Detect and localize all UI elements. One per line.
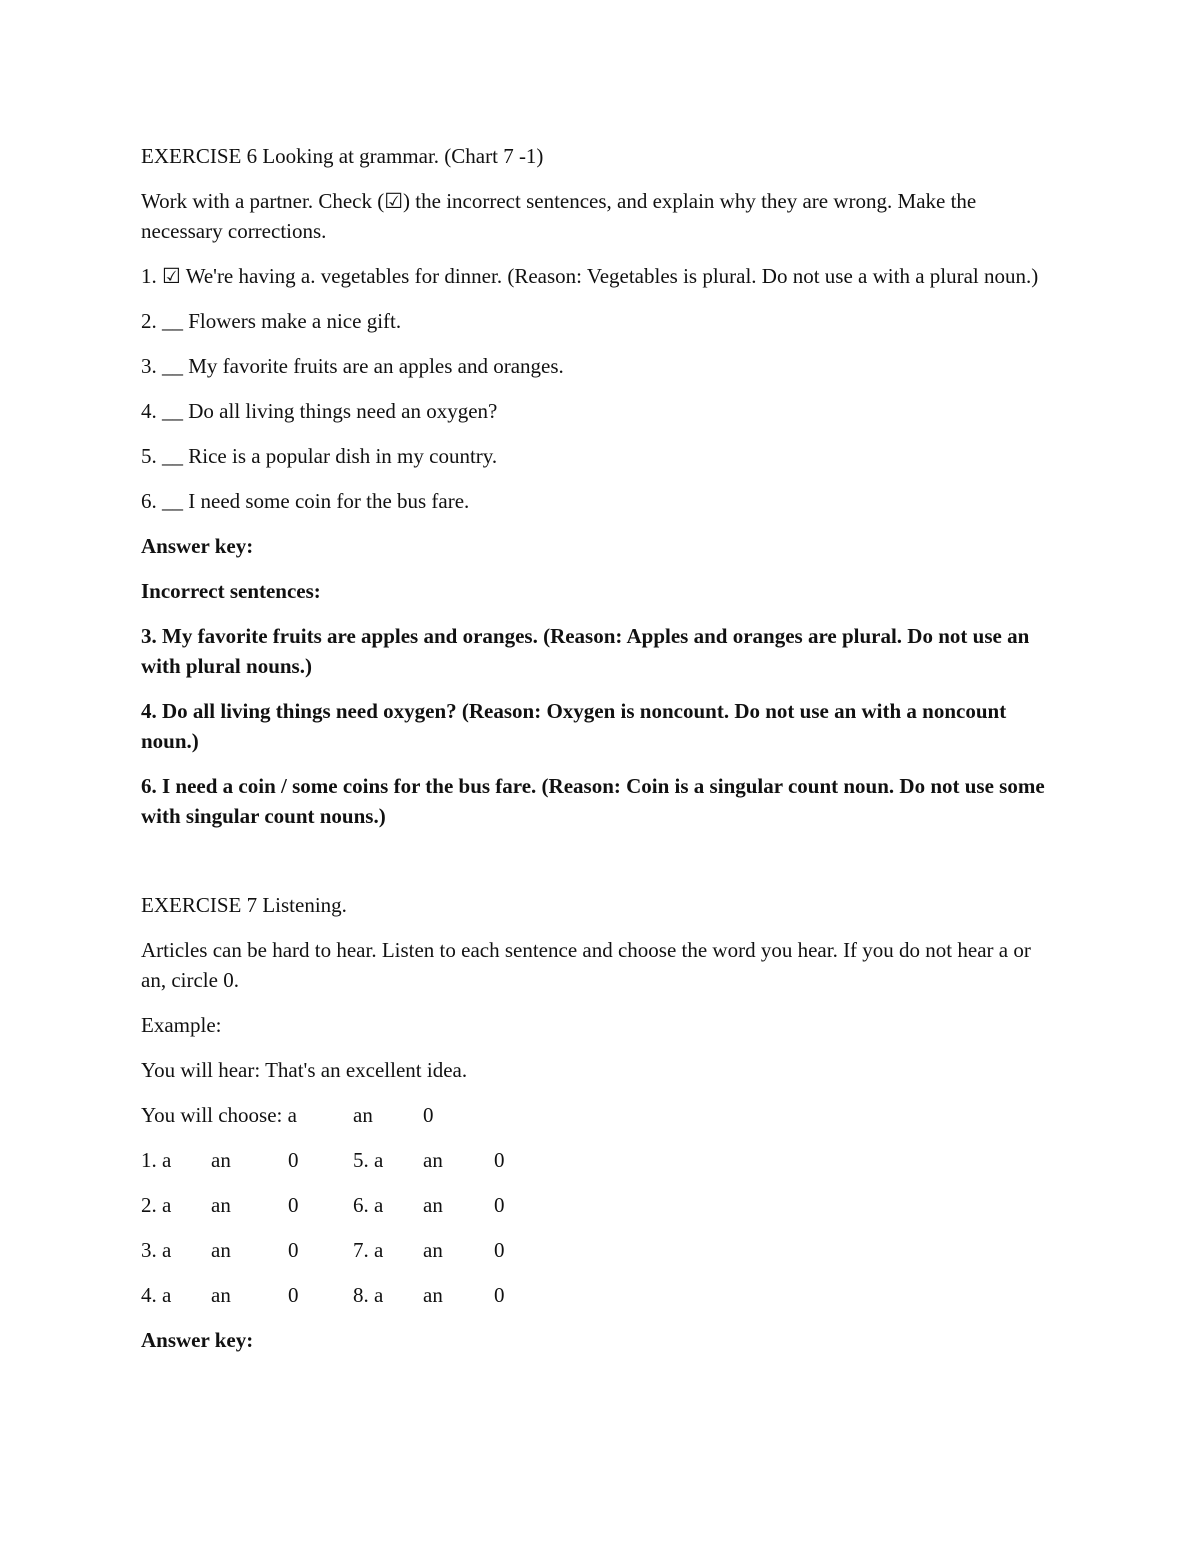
exercise-6-instructions: Work with a partner. Check (☑) the incorrect sentences, and explain why they are wrong. Make the necessary corrections. [141,189,977,243]
choice-an: an [423,1238,443,1262]
choice-item-number: 8. a [353,1283,384,1307]
choice-zero: 0 [288,1238,299,1262]
choice-an: an [211,1193,231,1217]
exercise-6-item-1: 1. ☑ We're having a. vegetables for dinner. (Reason: Vegetables is plural. Do not use a with a plural noun.) [141,264,1039,288]
example-choose-label: You will choose: a [141,1103,297,1127]
choice-row-2 [141,1190,1061,1220]
answer-item-4: 4. Do all living things need oxygen? (Reason: Oxygen is noncount. Do not use an with a noncount noun.) [141,699,1007,753]
choice-item-number: 1. a [141,1148,172,1172]
document-page [141,141,1061,1370]
exercise-6-title: EXERCISE 6 Looking at grammar. (Chart 7 -1) [141,144,544,168]
exercise-7-answer-key-heading: Answer key: [141,1328,254,1352]
choice-zero: 0 [494,1148,505,1172]
exercise-7-title: EXERCISE 7 Listening. [141,893,347,917]
choice-an: an [211,1283,231,1307]
exercise-6-item-6: 6. __ I need some coin for the bus fare. [141,489,470,513]
example-choose-row [141,1100,1061,1130]
exercise-7-instructions: Articles can be hard to hear. Listen to each sentence and choose the word you hear. If you do not hear a or an, circle 0. [141,938,1031,992]
choice-zero: 0 [494,1283,505,1307]
answer-item-3: 3. My favorite fruits are apples and oranges. (Reason: Apples and oranges are plural. Do not use an with plural nouns.) [141,624,1030,678]
example-label: Example: [141,1013,222,1037]
exercise-6-item-5: 5. __ Rice is a popular dish in my country. [141,444,498,468]
exercise-6-answer-key-heading: Answer key: [141,534,254,558]
choice-item-number: 4. a [141,1283,172,1307]
choice-zero: 0 [288,1283,299,1307]
example-choice-zero: 0 [423,1103,434,1127]
choice-an: an [211,1148,231,1172]
choice-zero: 0 [494,1193,505,1217]
incorrect-sentences-heading: Incorrect sentences: [141,579,321,603]
choice-item-number: 6. a [353,1193,384,1217]
choice-zero: 0 [288,1148,299,1172]
choice-an: an [423,1283,443,1307]
choice-item-number: 2. a [141,1193,172,1217]
example-choice-an: an [353,1103,373,1127]
section-spacer [141,846,1061,890]
choice-zero: 0 [288,1193,299,1217]
choice-row-3 [141,1235,1061,1265]
choice-item-number: 3. a [141,1238,172,1262]
choice-an: an [211,1238,231,1262]
choice-zero: 0 [494,1238,505,1262]
choice-item-number: 5. a [353,1148,384,1172]
example-hear: You will hear: That's an excellent idea. [141,1058,468,1082]
exercise-6-item-4: 4. __ Do all living things need an oxygen? [141,399,498,423]
choice-item-number: 7. a [353,1238,384,1262]
choice-an: an [423,1148,443,1172]
choice-an: an [423,1193,443,1217]
exercise-6-item-2: 2. __ Flowers make a nice gift. [141,309,402,333]
exercise-6-item-3: 3. __ My favorite fruits are an apples and oranges. [141,354,564,378]
answer-item-6: 6. I need a coin / some coins for the bus fare. (Reason: Coin is a singular count noun. Do not use some with singular count nouns.) [141,774,1045,828]
choice-row-1 [141,1145,1061,1175]
choice-row-4 [141,1280,1061,1310]
